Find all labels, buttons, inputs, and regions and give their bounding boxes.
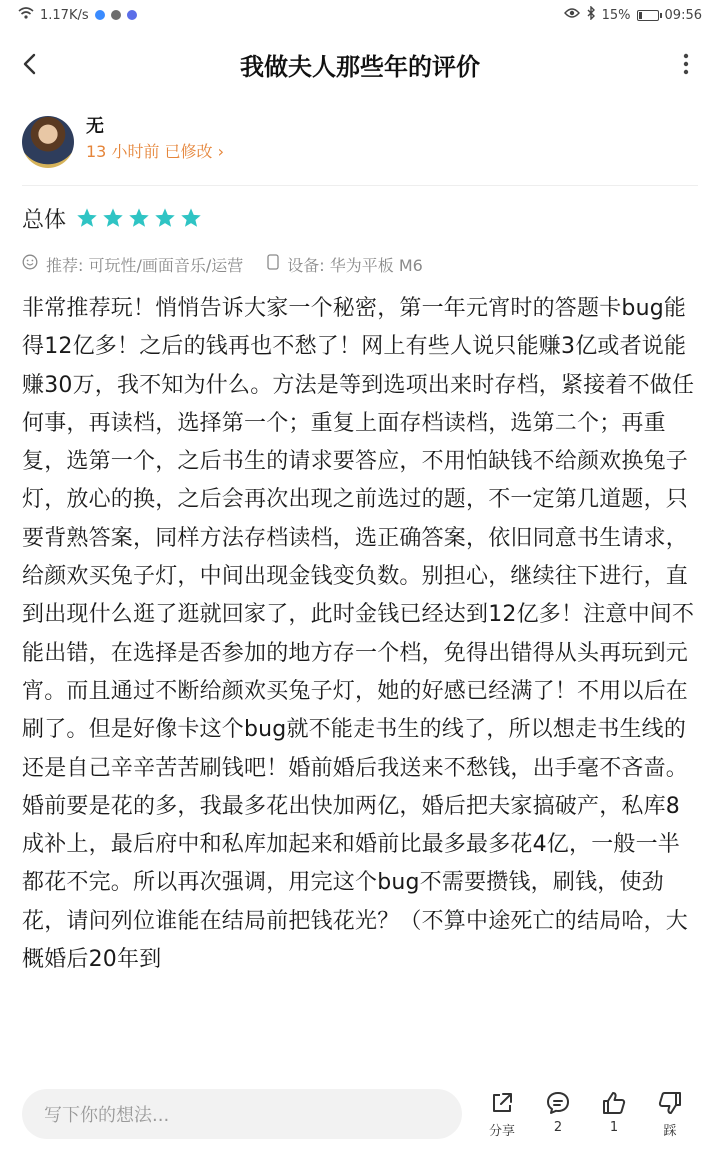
star-icon xyxy=(154,207,176,229)
thumbs-down-icon xyxy=(657,1090,683,1116)
star-icon xyxy=(180,207,202,229)
star-icon xyxy=(102,207,124,229)
status-bar xyxy=(0,0,720,30)
app-notification-icon xyxy=(127,10,137,20)
wifi-icon xyxy=(18,6,34,24)
bluetooth-icon xyxy=(586,6,596,24)
divider xyxy=(22,185,698,186)
network-speed: 1.17K/s xyxy=(40,7,89,23)
author-section xyxy=(22,114,698,184)
smile-icon xyxy=(22,254,38,274)
comment-icon xyxy=(545,1090,571,1116)
dislike-label: 踩 xyxy=(663,1123,677,1139)
rating-label: 总体 xyxy=(22,207,67,233)
bottom-action-bar xyxy=(0,1076,720,1152)
tablet-device-icon xyxy=(267,254,279,274)
page-title: 我做夫人那些年的评价 xyxy=(240,52,480,81)
comment-button[interactable] xyxy=(530,1090,586,1139)
chevron-left-icon xyxy=(20,52,40,76)
share-label: 分享 xyxy=(488,1123,515,1139)
share-button[interactable] xyxy=(474,1090,530,1139)
thumbs-up-icon xyxy=(601,1090,627,1116)
comment-count: 2 xyxy=(553,1119,563,1135)
star-icon xyxy=(76,207,98,229)
back-button[interactable] xyxy=(14,48,46,80)
battery-icon xyxy=(637,10,659,21)
more-options-button[interactable] xyxy=(670,48,702,80)
device-info: 设备: 华为平板 M6 xyxy=(287,255,423,275)
like-count: 1 xyxy=(609,1119,619,1135)
eye-icon xyxy=(564,7,580,23)
avatar[interactable] xyxy=(22,116,74,168)
share-icon xyxy=(489,1090,515,1116)
shield-app-icon xyxy=(95,10,105,20)
rating-row xyxy=(22,198,202,238)
like-button[interactable] xyxy=(586,1090,642,1139)
battery-percent: 15% xyxy=(601,7,631,23)
review-tags xyxy=(22,250,423,278)
recommend-tags: 推荐: 可玩性/画面音乐/运营 xyxy=(46,255,244,275)
author-name[interactable]: 无 xyxy=(86,116,104,137)
comment-input[interactable]: 写下你的想法... xyxy=(22,1089,462,1139)
wechat-icon xyxy=(111,10,121,20)
edit-history-link[interactable]: 13 小时前 已修改 › xyxy=(86,142,225,161)
star-icon xyxy=(128,207,150,229)
star-rating xyxy=(76,207,202,229)
review-text: 非常推荐玩！悄悄告诉大家一个秘密，第一年元宵时的答题卡bug能得12亿多！之后的钱再也不愁了！网上有些人说只能赚3亿或者说能赚30万，我不知为什么。方法是等到选项出来时存档，紧接着不做任何事，再读档，选择第一个；重复上面存档读档，选第二个；再重复，选第一个，之后书生的请求要答应，不用怕缺钱不给颜欢换兔子灯，放心的换，之后会再次出现之前选过的题，不一定第几道题，只要背熟答案，同样方法存档读档，选正确答案，依旧同意书生请求，给颜欢买兔子灯，中间出现金钱变负数。别担心，继续往下进行，直到出现什么逛了逛就回家了，此时金钱已经达到12亿多！注意中间不能出错，在选择是否参加的地方存一个档，免得出错得从头再玩到元宵。而且通过不断给颜欢买兔子灯，她的好感已经满了！不用以后在刷了。但是好像卡这个bug就不能走书生的线了，所以想走书生线的还是自己辛辛苦苦刷钱吧！婚前婚后我送来不愁钱，出手毫不吝啬。婚前要是花的多，我最多花出快加两亿，婚后把夫家搞破产，私库8成补上，最后府中和私库加起来和婚前比最多最多花4亿，一般一半都花不完。所以再次强调，用完这个bug不需要攒钱，刷钱，使劲花，请问列位谁能在结局前把钱花光？（不算中途死亡的结局哈，大概婚后20年到 xyxy=(22,296,695,973)
dislike-button[interactable] xyxy=(642,1090,698,1139)
header xyxy=(0,34,720,94)
clock: 09:56 xyxy=(664,7,702,23)
more-vertical-icon xyxy=(683,53,689,75)
